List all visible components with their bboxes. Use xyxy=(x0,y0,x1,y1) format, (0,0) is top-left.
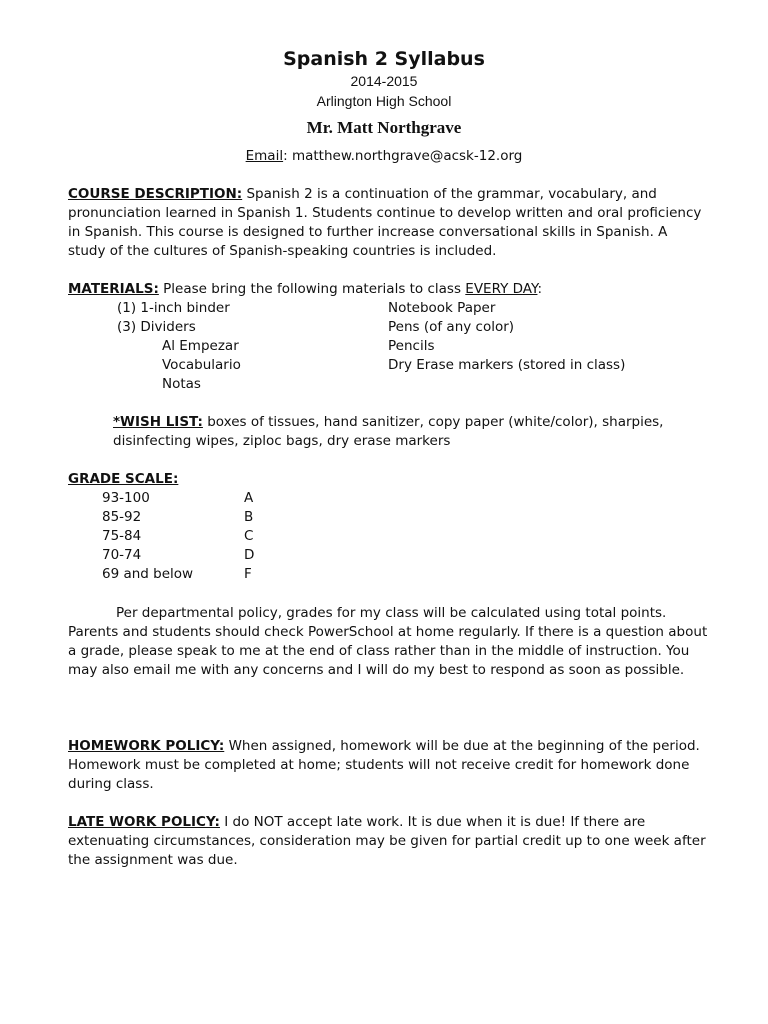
late-work-policy-text: I do NOT accept late work. It is due when it is due! If there are extenuating circumstances, consideration may be given for partial credit up to one week after the assignment was due. xyxy=(68,814,706,868)
grade-letter: F xyxy=(244,566,252,582)
grade-range: 70-74 xyxy=(102,547,142,563)
homework-policy-text: When assigned, homework will be due at the beginning of the period. Homework must be completed at home; students will not receive credit for homework done during class. xyxy=(68,738,700,792)
homework-policy xyxy=(68,737,708,794)
materials-item: Notebook Paper xyxy=(388,300,496,316)
materials-intro: Please bring the following materials to class xyxy=(163,281,461,297)
wish-list xyxy=(113,413,703,451)
grade-range: 69 and below xyxy=(102,566,194,582)
school-year: 2014-2015 xyxy=(350,73,418,89)
grade-letter: D xyxy=(244,547,255,563)
grade-letter: A xyxy=(244,490,254,506)
materials-item: Dry Erase markers (stored in class) xyxy=(388,357,626,373)
email-line xyxy=(0,148,768,164)
materials-item: Pencils xyxy=(388,338,435,354)
wish-list-text: boxes of tissues, hand sanitizer, copy paper (white/color), sharpies, disinfecting wipes, ziploc bags, dry erase markers xyxy=(113,414,664,449)
email-separator: : xyxy=(283,148,288,164)
materials-item: (3) Dividers xyxy=(117,319,196,335)
page-title: Spanish 2 Syllabus xyxy=(283,48,485,70)
grade-range: 75-84 xyxy=(102,528,142,544)
late-work-policy xyxy=(68,813,708,870)
late-work-policy-label: LATE WORK POLICY: xyxy=(68,814,220,830)
course-description-text: Spanish 2 is a continuation of the grammar, vocabulary, and pronunciation learned in Spanish 1. Students continue to develop written and oral proficiency in Spanish. This course is designed to further increase conversational skills in Spanish. A study of the cultures of Spanish-speaking countries is included. xyxy=(68,186,702,259)
materials-colon: : xyxy=(537,281,543,297)
grade-scale-heading xyxy=(68,470,178,489)
email-label: Email xyxy=(245,148,284,164)
divider-item: Notas xyxy=(162,376,201,392)
materials-label: MATERIALS: xyxy=(68,281,159,297)
wish-list-label: *WISH LIST: xyxy=(113,414,203,430)
grade-scale-label: GRADE SCALE: xyxy=(68,471,179,487)
materials-heading xyxy=(68,280,542,299)
grade-range: 93-100 xyxy=(102,490,150,506)
course-description xyxy=(68,185,708,261)
grade-letter: C xyxy=(244,528,254,544)
materials-item: (1) 1-inch binder xyxy=(117,300,230,316)
materials-item: Pens (of any color) xyxy=(388,319,515,335)
course-description-label: COURSE DESCRIPTION: xyxy=(68,186,243,202)
divider-item: Al Empezar xyxy=(162,338,239,354)
homework-policy-label: HOMEWORK POLICY: xyxy=(68,738,225,754)
materials-every-day: EVERY DAY xyxy=(465,281,538,297)
school-name: Arlington High School xyxy=(316,93,452,109)
teacher-name: Mr. Matt Northgrave xyxy=(306,118,462,137)
email-address[interactable]: matthew.northgrave@acsk-12.org xyxy=(291,148,523,164)
divider-item: Vocabulario xyxy=(162,357,241,373)
grade-letter: B xyxy=(244,509,254,525)
grading-policy-text: Per departmental policy, grades for my class will be calculated using total points. Parents and students should check PowerSchool at home regularly. If there is a question about a grade, please speak to me at the end of class rather than in the middle of instruction. You may also email me with any concerns and I will do my best to respond as soon as possible. xyxy=(68,605,708,678)
grade-range: 85-92 xyxy=(102,509,142,525)
